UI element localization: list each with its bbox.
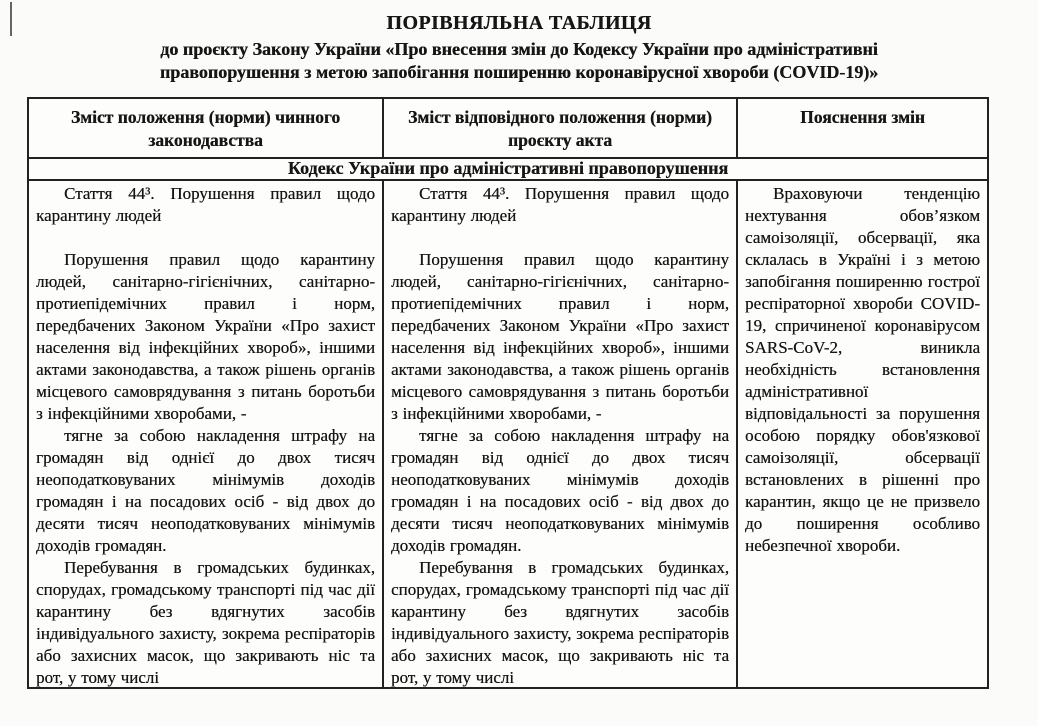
document-subtitle xyxy=(0,38,1038,84)
paragraph: Стаття 44³. Порушення правил щодо карантину людей xyxy=(391,184,729,225)
col-header-draft-act: Зміст відповідного положення (норми) проєкту акта xyxy=(383,98,737,158)
paragraph: Перебування в громадських будинках, спорудах, громадському транспорті під час дії карантину без вдягнутих засобів індивідуального захисту, зокрема респіраторів або захисних масок, що закривають ніс та рот, у тому числі xyxy=(391,558,729,687)
col-header-current-law: Зміст положення (норми) чинного законодавства xyxy=(28,98,383,158)
current-law-text xyxy=(36,183,375,687)
current-law-cell xyxy=(28,180,383,688)
paragraph: тягне за собою накладення штрафу на громадян від однієї до двох тисяч неоподатковуваних мінімумів доходів громадян і на посадових осіб - від двох до десяти тисяч неоподатковуваних мінімумів доходів громадян. xyxy=(36,426,375,555)
explanation-text xyxy=(745,183,980,687)
article-row xyxy=(28,180,988,688)
scan-edge-artifact xyxy=(10,2,12,36)
paragraph: Порушення правил щодо карантину людей, санітарно-гігієнічних, санітарно-протиепідемічних правил і норм, передбачених Законом України «Про захист населення від інфекційних хвороб», іншими актами законодавства, а також рішень органів місцевого самоврядування з питань боротьби з інфекційними хворобами, - xyxy=(391,250,729,423)
paragraph: Стаття 44³. Порушення правил щодо карантину людей xyxy=(36,184,375,225)
document-title: ПОРІВНЯЛЬНА ТАБЛИЦЯ xyxy=(386,12,652,34)
subtitle-line-2: правопорушення з метою запобігання поширенню коронавірусної хвороби (COVID-19)» xyxy=(159,62,879,82)
explanation-cell xyxy=(737,180,988,688)
draft-act-text xyxy=(391,183,729,687)
subtitle-line-1: до проєкту Закону України «Про внесення змін до Кодексу України про адміністративні xyxy=(160,39,878,59)
code-section-row xyxy=(28,158,988,180)
paragraph: Порушення правил щодо карантину людей, санітарно-гігієнічних, санітарно-протиепідемічних правил і норм, передбачених Законом України «Про захист населення від інфекційних хвороб», іншими актами законодавства, а також рішень органів місцевого самоврядування з питань боротьби з інфекційними хворобами, - xyxy=(36,250,375,423)
header-row xyxy=(28,98,988,158)
paragraph: тягне за собою накладення штрафу на громадян від однієї до двох тисяч неоподатковуваних мінімумів доходів громадян і на посадових осіб - від двох до десяти тисяч неоподатковуваних мінімумів доходів громадян. xyxy=(391,426,729,555)
col-header-explanation: Пояснення змін xyxy=(737,98,988,158)
comparison-table xyxy=(27,97,989,689)
code-section-title: Кодекс України про адміністративні правопорушення xyxy=(28,158,988,180)
paragraph: Враховуючи тенденцію нехтування обов’язком самоізоляції, обсервації, яка склалась в Україні і з метою запобігання поширенню гострої респіраторної хвороби COVID-19, спричиненої коронавірусом SARS-CoV-2, виникла необхідність встановлення адміністративної відповідальності за порушення особою порядку обов'язкової самоізоляції, обсервації встановлених в рішенні про карантин, якщо це не призвело до поширення особливо небезпечної хвороби. xyxy=(745,184,980,555)
paragraph: Перебування в громадських будинках, спорудах, громадському транспорті під час дії карантину без вдягнутих засобів індивідуального захисту, зокрема респіраторів або захисних масок, що закривають ніс та рот, у тому числі xyxy=(36,558,375,687)
draft-act-cell xyxy=(383,180,737,688)
